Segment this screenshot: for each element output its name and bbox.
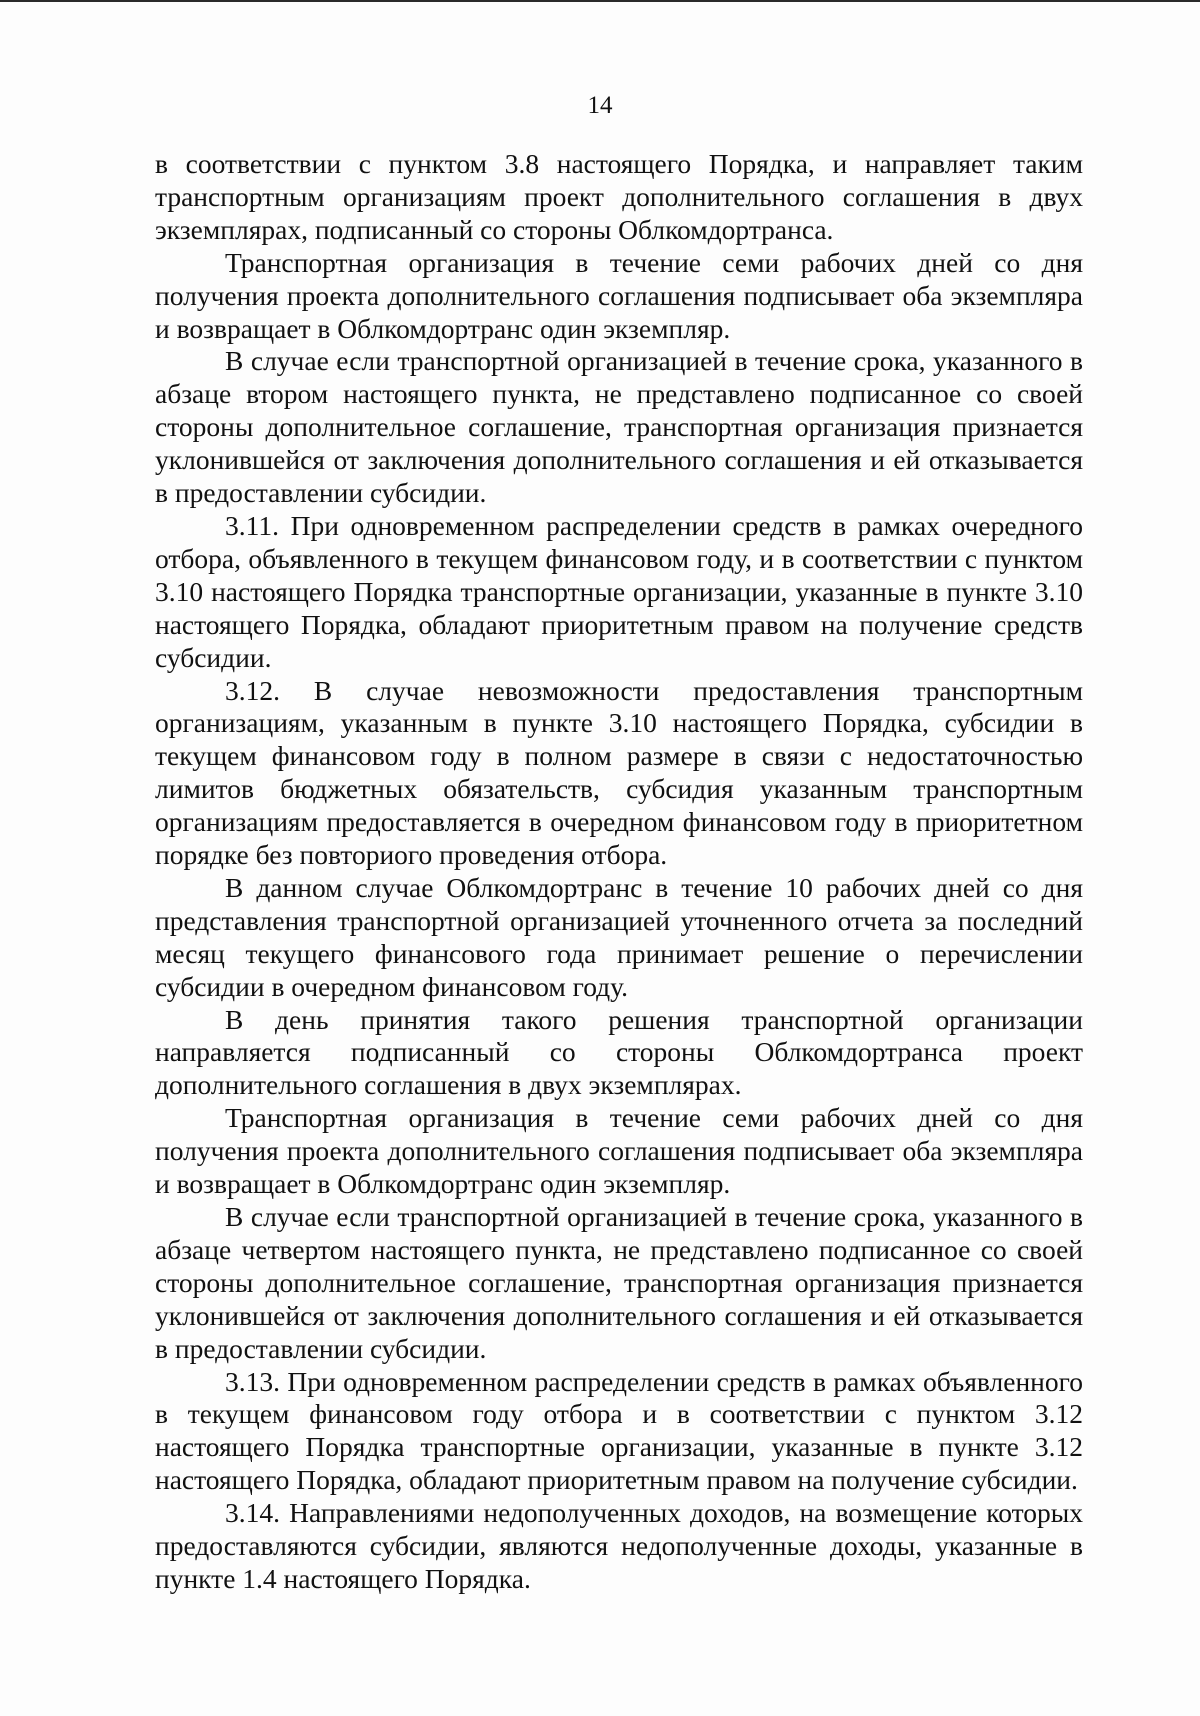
paragraph-decision-period: В данном случае Облкомдортранс в течение 10 рабочих дней со дня представления транспортной организацией уточненного отчета за последний месяц текущего финансового года принимает решение о перечислении субсидии в очередном финансовом году. [155,871,1083,1002]
paragraph-evasion-refusal: В случае если транспортной организацией в течение срока, указанного в абзаце втором настоящего пункта, не представлено подписанное со своей стороны дополнительное соглашение, транспортная организация признается уклонившейся от заключения дополнительного соглашения и ей отказывается в предоставлении субсидии. [155,345,1083,509]
paragraph-signing-period-2: Транспортная организация в течение семи рабочих дней со дня получения проекта дополнительного соглашения подписывает оба экземпляра и возвращает в Облкомдортранс один экземпляр. [155,1102,1083,1200]
paragraph-signing-period: Транспортная организация в течение семи рабочих дней со дня получения проекта дополнительного соглашения подписывает оба экземпляра и возвращает в Облкомдортранс один экземпляр. [155,246,1083,344]
paragraph-clause-3-14: 3.14. Направлениями недополученных доходов, на возмещение которых предоставляются субсидии, являются недополученные доходы, указанные в пункте 1.4 настоящего Порядка. [155,1497,1083,1594]
page-number: 14 [587,92,613,119]
scan-top-edge [0,0,1200,2]
paragraph-continuation: в соответствии с пунктом 3.8 настоящего Порядка, и направляет таким транспортным организациям проект дополнительного соглашения в двух экземплярах, подписанный со стороны Облкомдортранса. [155,148,1083,245]
paragraph-clause-3-13: 3.13. При одновременном распределении средств в рамках объявленного в текущем финансовом году отбора и в соответствии с пунктом 3.12 настоящего Порядка транспортные организации, указанные в пункте 3.12 настоящего Порядка, обладают приоритетным правом на получение субсидии. [155,1365,1083,1496]
paragraph-decision-day: В день принятия такого решения транспортной организации направляется подписанный со стороны Облкомдортранса проект дополнительного соглашения в двух экземплярах. [155,1003,1083,1101]
document-body [155,148,1083,1596]
paragraph-clause-3-12: 3.12. В случае невозможности предоставления транспортным организациям, указанным в пункте 3.10 настоящего Порядка, субсидии в текущем финансовом году в полном размере в связи с недостаточностью лимитов бюджетных обязательств, субсидия указанным транспортным организациям предоставляется в очередном финансовом году в приоритетном порядке без повтоpиого проведения отбора. [155,674,1083,871]
paragraph-clause-3-11: 3.11. При одновременном распределении средств в рамках очередного отбора, объявленного в текущем финансовом году, и в соответствии с пунктом 3.10 настоящего Порядка транспортные организации, указанные в пункте 3.10 настоящего Порядка, обладают приоритетным правом на получение средств субсидии. [155,509,1083,673]
paragraph-evasion-refusal-2: В случае если транспортной организацией в течение срока, указанного в абзаце четвертом настоящего пункта, не представлено подписанное со своей стороны дополнительное соглашение, транспортная организация признается уклонившейся от заключения дополнительного соглашения и ей отказывается в предоставлении субсидии. [155,1201,1083,1364]
